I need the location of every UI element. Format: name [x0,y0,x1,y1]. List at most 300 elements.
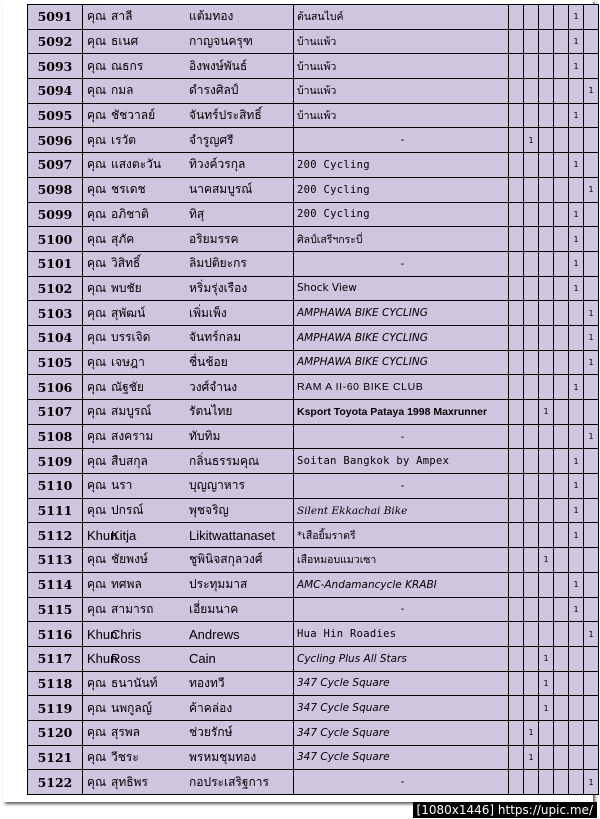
category-cell [524,177,539,202]
category-cell: 1 [584,350,599,375]
last-name: อิงพงษ์พันธ์ [189,58,248,73]
participant-name [83,375,294,400]
club-name: 347 Cycle Square [294,720,509,745]
participant-name [83,572,294,597]
category-cell [584,523,599,548]
category-cell [524,572,539,597]
category-cell [524,474,539,499]
category-cell [569,128,584,153]
participant-name [83,350,294,375]
name-title: คุณ [87,379,107,394]
category-cell [569,720,584,745]
first-name: ณธกร [111,58,144,73]
category-cell [554,720,569,745]
first-name: เจษฎา [111,354,145,369]
last-name: บุญญาหาร [189,478,245,493]
category-cell: 1 [539,646,554,671]
club-name: 200 Cycling [294,177,509,202]
bib-number: 5091 [28,5,83,30]
bib-number: 5111 [28,498,83,523]
category-cell [569,770,584,795]
category-cell [509,103,524,128]
category-cell [554,449,569,474]
table-row [28,128,599,153]
participant-name [83,770,294,795]
bib-number: 5120 [28,720,83,745]
table-row [28,572,599,597]
first-name: สุรพล [111,725,141,740]
category-cell [509,350,524,375]
participant-name [83,79,294,104]
category-cell [554,572,569,597]
table-row [28,424,599,449]
last-name: ทองทวี [189,675,225,690]
category-cell [584,671,599,696]
category-cell [509,745,524,770]
category-cell [539,29,554,54]
category-cell [569,400,584,425]
category-cell [539,449,554,474]
category-cell [509,474,524,499]
category-cell [584,745,599,770]
name-title: คุณ [87,503,107,518]
club-name: - [294,770,509,795]
category-cell: 1 [584,301,599,326]
category-cell: 1 [524,128,539,153]
name-title: คุณ [87,58,107,73]
category-cell: 1 [539,696,554,721]
participant-name [83,745,294,770]
category-cell [524,622,539,647]
participant-name [83,251,294,276]
category-cell: 1 [569,276,584,301]
first-name: สุภัค [111,231,135,246]
club-name: บ้านแพ้ว [294,79,509,104]
table-row [28,646,599,671]
category-cell [569,622,584,647]
name-title: คุณ [87,132,107,147]
first-name: ชัชวาลย์ [111,108,156,123]
last-name: จำรูญศรี [189,132,234,147]
category-cell [554,202,569,227]
category-cell [539,128,554,153]
first-name: สุทธิพร [111,774,148,789]
last-name: กลิ่นธรรมคุณ [189,453,260,468]
category-cell [524,5,539,30]
category-cell [569,350,584,375]
category-cell [584,375,599,400]
category-cell [539,276,554,301]
category-cell [584,597,599,622]
first-name: Chris [111,626,142,642]
category-cell: 1 [524,720,539,745]
last-name: เอี่ยมนาค [189,601,239,616]
table-row [28,276,599,301]
club-name: ต้นสนไบค์ [294,5,509,30]
bib-number: 5109 [28,449,83,474]
bib-number: 5105 [28,350,83,375]
name-title: คุณ [87,9,107,24]
first-name: สงคราม [111,429,154,444]
category-cell [509,770,524,795]
category-cell [524,54,539,79]
last-name: หริ่มรุ่งเรือง [189,280,248,295]
category-cell [554,79,569,104]
participant-name [83,696,294,721]
first-name: วีชระ [111,749,139,764]
category-cell [509,227,524,252]
category-cell [509,325,524,350]
category-cell [509,79,524,104]
bib-number: 5098 [28,177,83,202]
name-title: คุณ [87,330,107,345]
last-name: จันทร์กลม [189,330,242,345]
category-cell: 1 [539,548,554,573]
category-cell [539,375,554,400]
participant-name [83,103,294,128]
table-row [28,548,599,573]
name-title: Khun [87,527,118,543]
table-row [28,597,599,622]
category-cell [509,622,524,647]
category-cell: 1 [569,498,584,523]
category-cell [509,128,524,153]
club-name: 347 Cycle Square [294,671,509,696]
bib-number: 5094 [28,79,83,104]
club-name: - [294,597,509,622]
club-name: - [294,474,509,499]
category-cell [569,745,584,770]
category-cell [569,79,584,104]
category-cell: 1 [584,770,599,795]
last-name: วงศ์จำนง [189,379,238,394]
category-cell [539,523,554,548]
category-cell [509,251,524,276]
category-cell: 1 [569,202,584,227]
bib-number: 5107 [28,400,83,425]
club-name: - [294,424,509,449]
participant-name [83,597,294,622]
category-cell [554,29,569,54]
category-cell [554,498,569,523]
category-cell [569,671,584,696]
category-cell [554,103,569,128]
first-name: Ross [111,651,141,667]
category-cell [584,227,599,252]
participant-name [83,498,294,523]
category-cell [569,646,584,671]
name-title: คุณ [87,749,107,764]
name-title: คุณ [87,108,107,123]
club-name: AMC-Andamancycle KRABI [294,572,509,597]
category-cell [524,646,539,671]
category-cell [509,498,524,523]
table-row [28,449,599,474]
first-name: แสงตะวัน [111,157,162,172]
bib-number: 5112 [28,523,83,548]
category-cell: 1 [569,375,584,400]
last-name: ชูพินิจสกุลวงศ์ [189,552,263,567]
bib-number: 5121 [28,745,83,770]
last-name: นาคสมบูรณ์ [189,182,253,197]
category-cell: 1 [524,745,539,770]
category-cell: 1 [569,29,584,54]
club-name: 347 Cycle Square [294,745,509,770]
category-cell [539,720,554,745]
category-cell [554,671,569,696]
first-name: สมบูรณ์ [111,404,152,419]
category-cell [554,548,569,573]
category-cell [539,301,554,326]
category-cell: 1 [539,671,554,696]
club-name: AMPHAWA BIKE CYCLING [294,301,509,326]
club-name: Silent Ekkachai Bike [294,498,509,523]
participant-name [83,29,294,54]
category-cell [554,177,569,202]
category-cell [539,622,554,647]
last-name: ทิวงค์วรกุล [189,157,246,172]
category-cell: 1 [569,103,584,128]
category-cell: 1 [569,5,584,30]
table-row [28,400,599,425]
category-cell [509,276,524,301]
first-name: สาลี [111,9,133,24]
table-row [28,54,599,79]
last-name: ชื่นช้อย [189,354,228,369]
first-name: ธเนศ [111,34,139,49]
category-cell [509,449,524,474]
club-name: บ้านแพ้ว [294,29,509,54]
category-cell [524,29,539,54]
table-row [28,5,599,30]
category-cell [584,572,599,597]
category-cell [524,597,539,622]
first-name: สืบสกุล [111,453,148,468]
name-title: คุณ [87,675,107,690]
category-cell [509,54,524,79]
bib-number: 5093 [28,54,83,79]
category-cell [524,770,539,795]
first-name: นพกูลญ์ [111,700,152,715]
category-cell [539,79,554,104]
last-name: กาญจนครุฑ [189,34,253,49]
category-cell [509,646,524,671]
first-name: ณัฐชัย [111,379,144,394]
category-cell [554,523,569,548]
participant-name [83,325,294,350]
name-title: คุณ [87,256,107,271]
name-title: คุณ [87,280,107,295]
category-cell: 1 [569,597,584,622]
category-cell [539,202,554,227]
bib-number: 5117 [28,646,83,671]
category-cell [584,498,599,523]
category-cell: 1 [539,400,554,425]
category-cell [554,325,569,350]
participant-name [83,424,294,449]
category-cell [554,696,569,721]
category-cell [524,671,539,696]
category-cell [524,498,539,523]
table-row [28,251,599,276]
name-title: คุณ [87,206,107,221]
category-cell [554,474,569,499]
first-name: พบชัย [111,280,142,295]
table-row [28,325,599,350]
table-row [28,153,599,178]
name-title: คุณ [87,552,107,567]
bib-number: 5099 [28,202,83,227]
participant-name [83,177,294,202]
category-cell [524,548,539,573]
category-cell [524,301,539,326]
category-cell [524,400,539,425]
last-name: Likitwattanaset [189,527,275,543]
image-host-watermark: [1080x1446] https://upic.me/ [413,802,597,818]
last-name: รัตนไทย [189,404,233,419]
table-row [28,622,599,647]
first-name: ชัยพงษ์ [111,552,148,567]
category-cell [539,103,554,128]
name-title: คุณ [87,774,107,789]
table-row [28,375,599,400]
table-row [28,720,599,745]
bib-number: 5092 [28,29,83,54]
club-name: - [294,251,509,276]
table-row [28,350,599,375]
name-title: คุณ [87,725,107,740]
club-name: เสือหมอบแมวเซา [294,548,509,573]
category-cell [569,177,584,202]
category-cell [584,251,599,276]
category-cell [524,375,539,400]
name-title: คุณ [87,354,107,369]
category-cell [539,498,554,523]
table-row [28,498,599,523]
category-cell [524,153,539,178]
first-name: ปกรณ์ [111,503,144,518]
category-cell [569,696,584,721]
category-cell [539,153,554,178]
table-row [28,103,599,128]
last-name: พุชจริญ [189,503,229,518]
bib-number: 5102 [28,276,83,301]
category-cell [509,696,524,721]
name-title: คุณ [87,404,107,419]
bib-number: 5100 [28,227,83,252]
table-row [28,696,599,721]
table-row [28,29,599,54]
category-cell [509,29,524,54]
category-cell [554,5,569,30]
category-cell: 1 [569,523,584,548]
category-cell [554,375,569,400]
bib-number: 5116 [28,622,83,647]
bib-number: 5118 [28,671,83,696]
category-cell [569,301,584,326]
category-cell [554,301,569,326]
participant-name [83,474,294,499]
category-cell [569,548,584,573]
category-cell [539,5,554,30]
first-name: Kitja [111,527,137,543]
participant-name [83,671,294,696]
category-cell [509,400,524,425]
bib-number: 5113 [28,548,83,573]
table-row [28,227,599,252]
category-cell [584,103,599,128]
category-cell [539,350,554,375]
category-cell [584,449,599,474]
table-row [28,671,599,696]
last-name: Cain [189,651,216,667]
category-cell [554,251,569,276]
category-cell [509,548,524,573]
table-row [28,202,599,227]
last-name: อริยมรรค [189,231,239,246]
category-cell [539,770,554,795]
last-name: เพิ่มเพ็ง [189,305,227,320]
last-name: ค้าคล่อง [189,700,233,715]
bib-number: 5108 [28,424,83,449]
table-row [28,474,599,499]
club-name: บ้านแพ้ว [294,103,509,128]
name-title: คุณ [87,157,107,172]
bib-number: 5115 [28,597,83,622]
first-name: กมล [111,83,134,98]
category-cell [539,177,554,202]
category-cell [554,745,569,770]
category-cell [584,400,599,425]
participant-name [83,523,294,548]
category-cell [554,54,569,79]
category-cell [554,227,569,252]
category-cell [554,153,569,178]
club-name: 200 Cycling [294,153,509,178]
participant-name [83,449,294,474]
first-name: ทศพล [111,577,142,592]
participant-name [83,54,294,79]
category-cell: 1 [569,251,584,276]
table-row [28,79,599,104]
category-cell [539,745,554,770]
category-cell: 1 [569,474,584,499]
name-title: คุณ [87,305,107,320]
first-name: อภิชาติ [111,206,149,221]
category-cell [584,646,599,671]
club-name: *เสือยิ้มราตรี [294,523,509,548]
category-cell [584,54,599,79]
category-cell [509,597,524,622]
participant-name [83,622,294,647]
last-name: พรหมชุมทอง [189,749,257,764]
first-name: สามารถ [111,601,154,616]
category-cell: 1 [584,79,599,104]
category-cell [539,572,554,597]
last-name: ช่วยรักษ์ [189,725,233,740]
first-name: วิสิทธิ์ [111,256,141,271]
category-cell [584,5,599,30]
table-row [28,745,599,770]
category-cell [584,696,599,721]
category-cell [524,325,539,350]
category-cell [509,153,524,178]
participant-name [83,301,294,326]
name-title: คุณ [87,34,107,49]
category-cell [539,54,554,79]
bib-number: 5106 [28,375,83,400]
category-cell [569,325,584,350]
